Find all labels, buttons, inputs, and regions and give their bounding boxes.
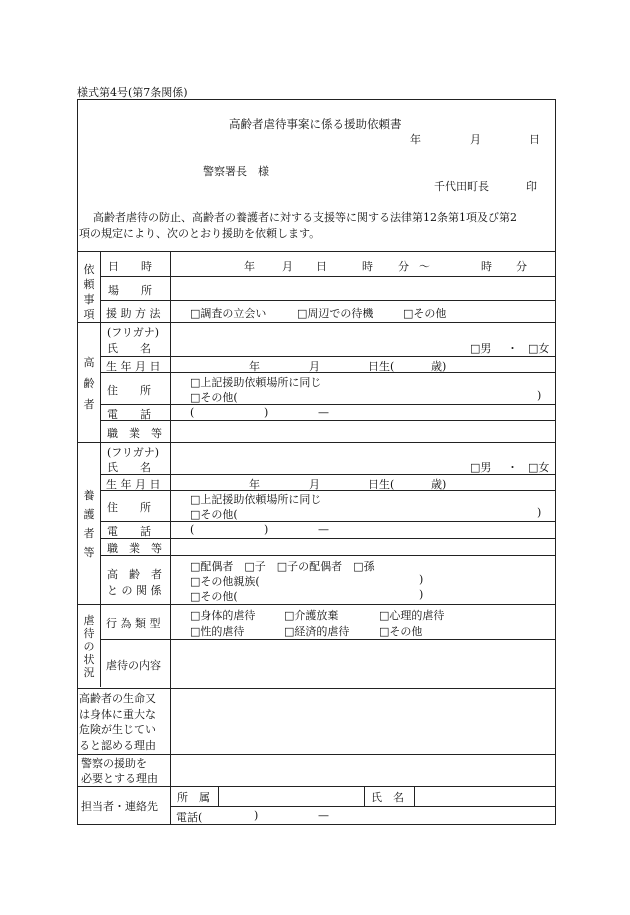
abuse-type-label: 行 為 類 型 bbox=[106, 617, 161, 630]
contact-dept-label: 所 属 bbox=[177, 791, 210, 804]
caregiver-female-checkbox[interactable]: □女 bbox=[528, 461, 550, 474]
relation-label-2: と の 関 係 bbox=[107, 584, 162, 597]
caregiver-male-checkbox[interactable]: □男 bbox=[470, 461, 492, 474]
sender: 千代田町長 bbox=[434, 180, 489, 193]
elder-address-same[interactable]: □上記援助依頼場所に同じ bbox=[190, 376, 322, 389]
form-title: 高齢者虐待事案に係る援助依頼書 bbox=[229, 117, 402, 131]
danger-reason-label: 高齢者の生命又 は身体に重大な 危険が生じてい ると認める理由 bbox=[79, 692, 156, 752]
caregiver-address-same[interactable]: □上記援助依頼場所に同じ bbox=[190, 493, 322, 506]
elder-name-label: 氏 名 bbox=[107, 342, 151, 355]
caregiver-address-label: 住 所 bbox=[107, 501, 151, 514]
method-option-other[interactable]: □その他 bbox=[403, 307, 447, 320]
date-day: 日 bbox=[529, 133, 540, 146]
police-reason-label: 警察の援助を 必要とする理由 bbox=[81, 757, 158, 785]
relation-other-relative[interactable]: □その他親族( bbox=[190, 575, 260, 588]
abuse-neglect[interactable]: □介護放棄 bbox=[284, 609, 339, 622]
contact-phone-label: 電話( bbox=[176, 811, 203, 824]
caregiver-address-other[interactable]: □その他( bbox=[190, 508, 238, 521]
caregiver-dob-label: 生 年 月 日 bbox=[106, 478, 161, 491]
intro-line-2: 項の規定により、次のとおり援助を依頼します。 bbox=[79, 227, 321, 240]
method-option-standby[interactable]: □周辺での待機 bbox=[297, 307, 374, 320]
method-option-inspection[interactable]: □調査の立会い bbox=[190, 307, 267, 320]
form-number: 様式第4号(第7条関係) bbox=[77, 86, 188, 99]
abuse-sexual[interactable]: □性的虐待 bbox=[190, 625, 245, 638]
method-label: 援 助 方 法 bbox=[106, 307, 161, 320]
elder-phone-label: 電 話 bbox=[107, 408, 151, 421]
abuse-section-label: 虐 待 の 状 況 bbox=[83, 614, 95, 679]
addressee: 警察署長 様 bbox=[203, 165, 269, 178]
elder-address-label: 住 所 bbox=[107, 384, 151, 397]
elder-address-other[interactable]: □その他( bbox=[190, 391, 238, 404]
request-section-label: 依 頼 事 項 bbox=[83, 263, 95, 321]
place-label: 場 所 bbox=[108, 284, 152, 297]
abuse-economic[interactable]: □経済的虐待 bbox=[284, 625, 350, 638]
intro-line-1: 高齢者虐待の防止、高齢者の養護者に対する支援等に関する法律第12条第1項及び第2 bbox=[93, 211, 517, 224]
elder-job-label: 職 業 等 bbox=[107, 427, 162, 440]
abuse-content-label: 虐待の内容 bbox=[106, 659, 161, 672]
caregiver-phone-label: 電 話 bbox=[107, 525, 151, 538]
datetime-label: 日 時 bbox=[108, 260, 152, 273]
contact-label: 担当者・連絡先 bbox=[81, 800, 158, 813]
caregiver-section-label: 養 護 者 等 bbox=[83, 489, 95, 559]
seal-mark: 印 bbox=[526, 180, 537, 193]
abuse-other[interactable]: □その他 bbox=[379, 625, 423, 638]
contact-name-label: 氏 名 bbox=[371, 791, 404, 804]
elder-section-label: 高 齢 者 bbox=[83, 356, 95, 411]
relation-label-1: 高 齢 者 bbox=[107, 568, 162, 581]
abuse-physical[interactable]: □身体的虐待 bbox=[190, 609, 256, 622]
caregiver-name-label: 氏 名 bbox=[107, 461, 151, 474]
relation-options-row1[interactable]: □配偶者 □子 □子の配偶者 □孫 bbox=[190, 560, 375, 573]
elder-male-checkbox[interactable]: □男 bbox=[470, 342, 492, 355]
abuse-psychological[interactable]: □心理的虐待 bbox=[379, 609, 445, 622]
caregiver-job-label: 職 業 等 bbox=[107, 542, 162, 555]
elder-dob-label: 生 年 月 日 bbox=[106, 360, 161, 373]
elder-female-checkbox[interactable]: □女 bbox=[528, 342, 550, 355]
date-year: 年 bbox=[410, 133, 421, 146]
relation-other[interactable]: □その他( bbox=[190, 590, 238, 603]
date-month: 月 bbox=[470, 133, 481, 146]
